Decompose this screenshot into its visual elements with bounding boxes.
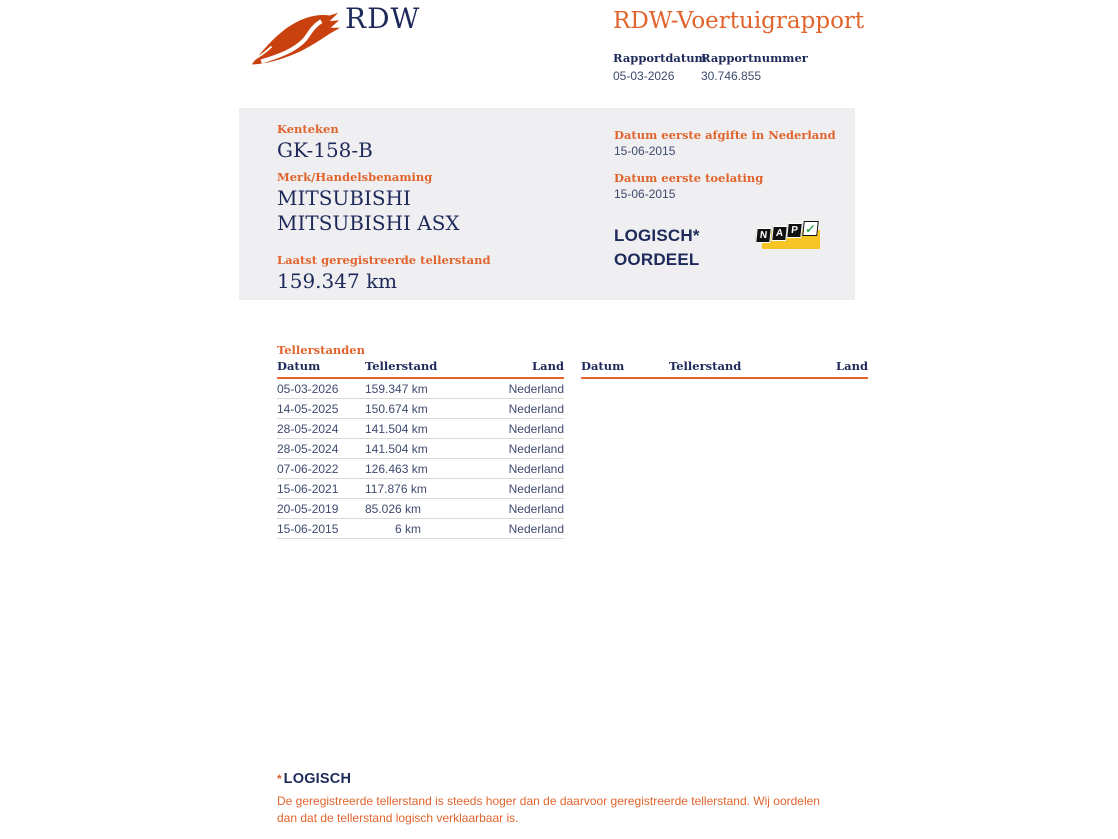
table-cell: Nederland — [421, 499, 564, 519]
report-title: RDW-Voertuigrapport — [613, 8, 865, 34]
kenteken-label: Kenteken — [277, 122, 339, 136]
table-row — [277, 419, 564, 439]
table-cell: 141.504 km — [365, 439, 421, 459]
tellerstanden-table-right — [581, 359, 868, 539]
oordeel-line1: LOGISCH* — [614, 226, 700, 245]
rdw-feather-logo-icon — [249, 8, 341, 70]
nap-checkmark-icon: ✓ — [802, 221, 819, 236]
report-meta — [613, 51, 913, 83]
table-cell: 15-06-2015 — [277, 519, 365, 539]
table-header-row — [581, 359, 868, 378]
table-header-row — [277, 359, 564, 378]
table-row — [277, 439, 564, 459]
table-body — [277, 378, 564, 539]
table-cell: 15-06-2021 — [277, 479, 365, 499]
merk-label: Merk/Handelsbenaming — [277, 170, 433, 184]
report-date-label: Rapportdatum — [613, 51, 707, 65]
eerste-afgifte-value: 15-06-2015 — [614, 144, 676, 158]
kenteken-value: GK-158-B — [277, 138, 373, 162]
footnote-title: LOGISCH — [283, 771, 352, 787]
table-cell: 14-05-2025 — [277, 399, 365, 419]
col-header-tellerstand: Tellerstand — [365, 359, 421, 378]
col-header-land: Land — [421, 359, 564, 378]
table-row — [277, 499, 564, 519]
report-number-label: Rapportnummer — [701, 51, 808, 65]
report-date-value: 05-03-2026 — [613, 69, 675, 83]
col-header-land: Land — [725, 359, 868, 378]
table-header — [581, 359, 868, 378]
table-cell: Nederland — [421, 439, 564, 459]
oordeel-line2: OORDEEL — [614, 250, 700, 269]
footnote-text: De geregistreerde tellerstand is steeds hoger dan de daarvoor geregistreerde tellerstand. Wij oordelen dan dat de tellerstand logisch verklaarbaar is. — [277, 794, 820, 825]
table-cell: 05-03-2026 — [277, 378, 365, 399]
tellerstanden-table-left — [277, 359, 564, 539]
table-row — [277, 479, 564, 499]
table-cell: 20-05-2019 — [277, 499, 365, 519]
col-header-datum: Datum — [581, 359, 669, 378]
nap-tile-a: A — [771, 226, 788, 241]
laatste-tellerstand-value: 159.347 km — [277, 269, 398, 293]
table-row — [277, 519, 564, 539]
vehicle-summary-left — [277, 122, 587, 294]
footnote-heading — [277, 771, 829, 787]
merk-value-line1: MITSUBISHI — [277, 186, 411, 210]
table-cell: Nederland — [421, 459, 564, 479]
table-row — [277, 399, 564, 419]
table-row — [277, 459, 564, 479]
table-cell: 150.674 km — [365, 399, 421, 419]
table-cell: Nederland — [421, 378, 564, 399]
table-cell: 159.347 km — [365, 378, 421, 399]
table-body — [581, 378, 868, 538]
rdw-wordmark: RDW — [345, 2, 421, 35]
table-cell: Nederland — [421, 419, 564, 439]
table-cell: 126.463 km — [365, 459, 421, 479]
report-number-block — [701, 51, 808, 83]
table-cell: 07-06-2022 — [277, 459, 365, 479]
table-cell: 85.026 km — [365, 499, 421, 519]
report-header — [613, 8, 913, 83]
table-cell: 6 km — [365, 519, 421, 539]
table-cell: 117.876 km — [365, 479, 421, 499]
tellerstanden-section-title: Tellerstanden — [277, 343, 365, 357]
eerste-toelating-label: Datum eerste toelating — [614, 171, 764, 185]
col-header-datum: Datum — [277, 359, 365, 378]
nap-logo — [756, 221, 822, 252]
eerste-toelating-value: 15-06-2015 — [614, 187, 676, 201]
table-cell: Nederland — [421, 519, 564, 539]
table-cell: Nederland — [421, 399, 564, 419]
tellerstanden-tables — [277, 359, 868, 539]
report-date-block — [613, 51, 707, 83]
merk-value-line2: MITSUBISHI ASX — [277, 211, 460, 235]
report-number-value: 30.746.855 — [701, 69, 762, 83]
table-row — [277, 378, 564, 399]
logisch-footnote — [277, 771, 829, 827]
table-cell: Nederland — [421, 479, 564, 499]
footnote-asterisk: * — [277, 772, 282, 786]
eerste-afgifte-label: Datum eerste afgifte in Nederland — [614, 128, 836, 142]
laatste-tellerstand-label: Laatst geregistreerde tellerstand — [277, 253, 491, 267]
table-header — [277, 359, 564, 378]
nap-tile-n: N — [755, 228, 772, 243]
table-cell: 28-05-2024 — [277, 439, 365, 459]
vehicle-summary-panel — [239, 108, 855, 300]
table-cell: 28-05-2024 — [277, 419, 365, 439]
table-cell: 141.504 km — [365, 419, 421, 439]
nap-tile-p: P — [786, 223, 803, 238]
col-header-tellerstand: Tellerstand — [669, 359, 725, 378]
